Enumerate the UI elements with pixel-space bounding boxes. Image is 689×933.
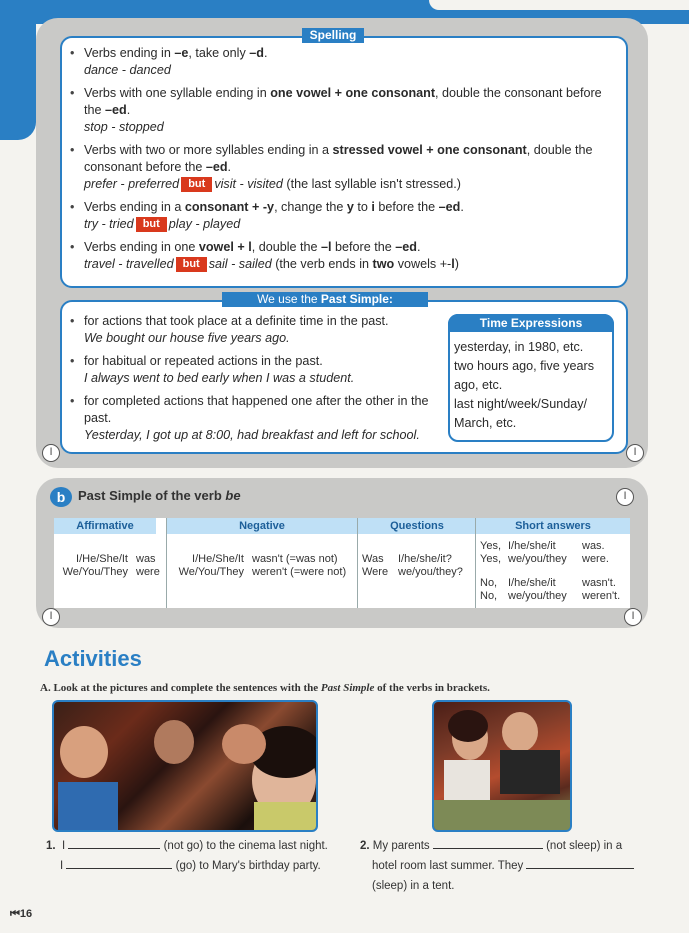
table-cell: I/he/she/it we/you/they bbox=[508, 540, 567, 565]
table-cell: I/he/she/it? we/you/they? bbox=[398, 553, 463, 578]
table-cell: Was Were bbox=[362, 553, 389, 578]
table-cell: wasn't (=was not) weren't (=were not) bbox=[252, 553, 347, 578]
answer-blank[interactable] bbox=[68, 837, 160, 849]
but-label: but bbox=[181, 177, 212, 192]
section-b-title: Past Simple of the verb be bbox=[78, 488, 241, 503]
activity-instruction: A. Look at the pictures and complete the sentences with the Past Simple of the verbs in brackets. bbox=[40, 682, 490, 694]
party-photo-art bbox=[54, 702, 316, 830]
section-b-badge: b bbox=[50, 487, 72, 507]
but-label: but bbox=[176, 257, 207, 272]
paint-drip-small bbox=[10, 90, 22, 136]
table-header: Negative bbox=[166, 518, 358, 534]
clip-icon: ǀ bbox=[616, 488, 634, 506]
clip-icon: ǀ bbox=[624, 608, 642, 626]
spelling-list bbox=[70, 45, 618, 273]
table-cell: I/He/She/It We/You/They bbox=[62, 553, 128, 578]
exercise-1: 1. I (not go) to the cinema last night. I (go) to Mary's birthday party. bbox=[46, 836, 328, 876]
time-expression: two hours ago, five years ago, etc. bbox=[454, 359, 595, 392]
answer-blank[interactable] bbox=[433, 837, 543, 849]
but-label: but bbox=[136, 217, 167, 232]
clip-icon: ǀ bbox=[42, 608, 60, 626]
table-header: Questions bbox=[358, 518, 476, 534]
past-simple-use-title: We use the Past Simple: bbox=[222, 292, 428, 307]
answer-blank[interactable] bbox=[66, 857, 172, 869]
clip-icon: ǀ bbox=[626, 444, 644, 462]
table-cell: Yes, Yes, bbox=[480, 540, 502, 565]
spelling-rule: • Verbs ending in –e, take only –d. dance - danced bbox=[70, 45, 618, 79]
table-cell: I/He/She/It We/You/They bbox=[178, 553, 244, 578]
table-divider bbox=[475, 518, 476, 608]
rewind-icon: ⏮ bbox=[10, 908, 20, 920]
time-expressions-text bbox=[454, 338, 608, 433]
table-cell: I/he/she/it we/you/they bbox=[508, 577, 567, 602]
activities-title: Activities bbox=[44, 646, 142, 671]
clip-icon: ǀ bbox=[42, 444, 60, 462]
spelling-title: Spelling bbox=[302, 28, 364, 43]
spelling-rule: • Verbs ending in one vowel + l, double the –l before the –ed. travel - travelled but sail - sailed (the verb ends in two vowels +-l) bbox=[70, 239, 618, 273]
camping-photo-art bbox=[434, 702, 570, 830]
spelling-rule: • Verbs with two or more syllables ending in a stressed vowel + one consonant, double the consonant before the –ed. prefer - preferred but visit - visited (the last syllable isn't stressed.) bbox=[70, 142, 618, 193]
use-item: • for actions that took place at a definite time in the past. We bought our house five years ago. bbox=[70, 313, 442, 347]
table-divider bbox=[166, 518, 167, 608]
time-expressions-title: Time Expressions bbox=[448, 314, 614, 332]
page-number: ⏮16 bbox=[10, 908, 33, 920]
spelling-rule: • Verbs ending in a consonant + -y, change the y to i before the –ed. try - tried but play - played bbox=[70, 199, 618, 233]
use-item: • for habitual or repeated actions in the past. I always went to bed early when I was a student. bbox=[70, 353, 442, 387]
spelling-rule: • Verbs with one syllable ending in one vowel + one consonant, double the consonant before the –ed. stop - stopped bbox=[70, 85, 618, 136]
exercise-2: 2. My parents (not sleep) in a hotel room last summer. They (sleep) in a tent. bbox=[360, 836, 650, 896]
table-cell: wasn't. weren't. bbox=[582, 577, 621, 602]
time-expression: last night/week/Sunday/ March, etc. bbox=[454, 397, 588, 430]
top-decoration-cut bbox=[429, 0, 689, 10]
table-divider bbox=[357, 518, 358, 608]
table-cell: was were bbox=[136, 553, 160, 578]
table-cell: No, No, bbox=[480, 577, 498, 602]
party-photo bbox=[52, 700, 318, 832]
time-expression: yesterday, in 1980, etc. bbox=[454, 340, 584, 354]
table-header: Short answers bbox=[476, 518, 630, 534]
answer-blank[interactable] bbox=[526, 857, 634, 869]
camping-photo bbox=[432, 700, 572, 832]
use-item: • for completed actions that happened one after the other in the past. Yesterday, I got up at 8:00, had breakfast and left for school. bbox=[70, 393, 442, 444]
table-header: Affirmative bbox=[54, 518, 156, 534]
past-simple-use-list bbox=[70, 313, 442, 444]
table-cell: was. were. bbox=[582, 540, 609, 565]
